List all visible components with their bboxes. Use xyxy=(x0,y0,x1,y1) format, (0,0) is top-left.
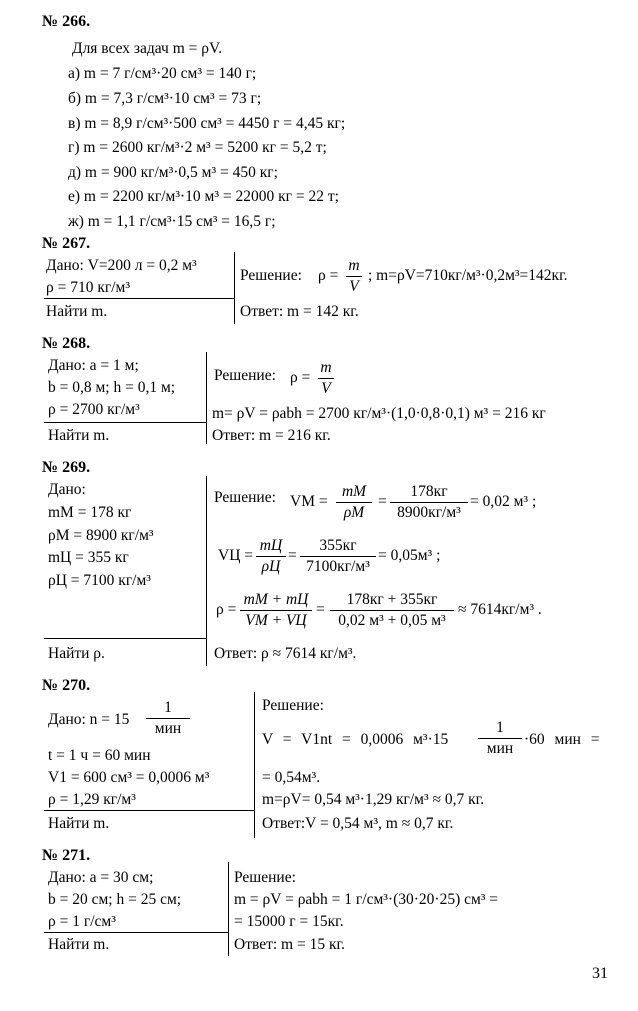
solution-label: Решение: xyxy=(234,869,296,886)
fraction-denominator: 0,02 м³ + 0,05 м³ xyxy=(338,611,446,629)
problem-270-given-3: V1 = 600 см³ = 0,0006 м³ xyxy=(48,769,210,786)
problem-269-title: № 269. xyxy=(42,459,91,476)
fraction-bar xyxy=(330,610,454,611)
fraction xyxy=(478,720,522,756)
solution-line-2: = 0,54м³. xyxy=(262,769,321,786)
vm-lhs: VM = xyxy=(290,493,328,510)
equals-sign: = xyxy=(378,493,387,510)
line-g: ж) m = 1,1 г/см³·15 см³ = 16,5 г; xyxy=(68,213,276,230)
answer: Ответ: m = 142 кг. xyxy=(240,303,359,320)
rho-eq: ρ = xyxy=(290,369,311,386)
problem-268-given-2: b = 0,8 м; h = 0,1 м; xyxy=(48,379,176,396)
problem-268-given-3: ρ = 2700 кг/м³ xyxy=(48,401,140,418)
problem-269-given-3: mЦ = 355 кг xyxy=(48,549,129,566)
fraction-numerator: mЦ xyxy=(259,537,283,554)
fraction xyxy=(300,538,376,574)
rho-result: ≈ 7614кг/м³ . xyxy=(458,601,542,618)
answer: Ответ: m = 216 кг. xyxy=(212,427,331,444)
fraction-denominator: VM + VЦ xyxy=(245,611,307,629)
problem-271-find: Найти m. xyxy=(48,936,110,953)
fraction xyxy=(330,592,454,628)
fraction-numerator: 178кг + 355кг xyxy=(346,591,438,608)
problem-271-given-2: b = 20 см; h = 25 см; xyxy=(48,891,182,908)
equals-sign: = xyxy=(316,601,325,618)
problem-266-intro: Для всех задач m = ρV. xyxy=(72,40,223,57)
problem-266-title: № 266. xyxy=(42,13,91,30)
fraction xyxy=(390,484,468,520)
fraction-denominator: мин xyxy=(154,719,182,737)
rho-lhs: ρ = xyxy=(216,601,237,618)
fraction-bar xyxy=(318,378,334,379)
fraction-bar xyxy=(336,502,372,503)
solution-label: Решение: xyxy=(240,267,302,284)
line-e: д) m = 900 кг/м³·0,5 м³ = 450 кг; xyxy=(68,164,278,181)
fraction-denominator: 7100кг/м³ xyxy=(306,557,370,575)
problem-269-given-label: Дано: xyxy=(48,481,86,498)
fraction-denominator: 8900кг/м³ xyxy=(397,503,461,521)
fraction-bar xyxy=(300,556,376,557)
equals-sign: = xyxy=(288,547,297,564)
fraction-numerator: mM + mЦ xyxy=(243,591,309,608)
fraction-bar xyxy=(256,556,286,557)
divider xyxy=(206,476,207,666)
fraction-bar xyxy=(390,502,468,503)
problem-270-given-1: Дано: n = 15 xyxy=(48,711,130,728)
fraction-numerator: m xyxy=(348,257,360,274)
fraction-denominator: V xyxy=(349,277,359,295)
divider xyxy=(254,692,255,838)
problem-270-given-4: ρ = 1,29 кг/м³ xyxy=(48,791,136,808)
fraction xyxy=(346,258,362,294)
problem-271-title: № 271. xyxy=(42,847,91,864)
divider xyxy=(44,298,234,299)
problem-271-given-1: Дано: a = 30 см; xyxy=(48,869,154,886)
line-b: б) m = 7,3 г/см³·10 см³ = 73 г; xyxy=(68,90,262,107)
divider xyxy=(206,352,207,444)
fraction-bar xyxy=(240,610,312,611)
solution-label: Решение: xyxy=(262,697,324,714)
line-a: а) m = 7 г/см³·20 см³ = 140 г; xyxy=(68,65,257,82)
problem-270-title: № 270. xyxy=(42,677,91,694)
divider xyxy=(44,638,206,639)
fraction-numerator: m xyxy=(320,359,332,376)
fraction xyxy=(240,592,312,628)
answer: Ответ:V = 0,54 м³, m ≈ 0,7 кг. xyxy=(262,815,454,832)
fraction-denominator: V xyxy=(321,379,331,397)
fraction xyxy=(318,360,334,396)
page-number: 31 xyxy=(592,965,608,982)
solution-label: Решение: xyxy=(214,367,276,384)
problem-271-given-3: ρ = 1 г/см³ xyxy=(48,913,116,930)
solution-line-3: m=ρV= 0,54 м³·1,29 кг/м³ ≈ 0,7 кг. xyxy=(262,791,485,808)
solution-text: ; m=ρV=710кг/м³·0,2м³=142кг. xyxy=(368,267,568,284)
fraction-denominator: мин xyxy=(486,739,514,757)
problem-267-given-1: Дано: V=200 л = 0,2 м³ xyxy=(46,257,197,274)
fraction-numerator: 1 xyxy=(164,699,172,716)
problem-267-title: № 267. xyxy=(42,235,91,252)
solution-line-2: = 15000 г = 15кг. xyxy=(234,913,344,930)
problem-269-given-4: ρЦ = 7100 кг/м³ xyxy=(48,572,151,589)
line-d: г) m = 2600 кг/м³·2 м³ = 5200 кг = 5,2 т; xyxy=(68,139,327,156)
problem-267-find: Найти m. xyxy=(46,303,108,320)
fraction-bar xyxy=(346,276,362,277)
solution-label: Решение: xyxy=(214,489,276,506)
divider xyxy=(44,932,228,933)
rho-eq: ρ = xyxy=(318,267,339,284)
divider xyxy=(228,862,229,956)
fraction-denominator: ρЦ xyxy=(261,557,281,575)
divider xyxy=(44,422,206,423)
fraction-numerator: 178кг xyxy=(410,483,448,500)
solution-line-1-tail: ·60 мин = xyxy=(524,731,600,748)
fraction-numerator: 1 xyxy=(496,719,504,736)
fraction xyxy=(256,538,286,574)
answer: Ответ: ρ ≈ 7614 кг/м³. xyxy=(214,645,357,662)
vm-result: = 0,02 м³ ; xyxy=(470,493,537,510)
solution-line-1: m = ρV = ρabh = 1 г/см³·(30·20·25) см³ = xyxy=(234,891,499,908)
fraction-denominator: ρM xyxy=(343,503,365,521)
divider xyxy=(44,810,254,811)
fraction-numerator: 355кг xyxy=(319,537,357,554)
vc-result: = 0,05м³ ; xyxy=(378,547,441,564)
problem-268-given-1: Дано: a = 1 м; xyxy=(48,357,139,374)
line-f: е) m = 2200 кг/м³·10 м³ = 22000 кг = 22 т; xyxy=(68,188,339,205)
answer: Ответ: m = 15 кг. xyxy=(234,936,345,953)
problem-269-find: Найти ρ. xyxy=(48,645,105,662)
fraction-numerator: mM xyxy=(341,483,367,500)
problem-268-title: № 268. xyxy=(42,335,91,352)
problem-269-given-2: ρM = 8900 кг/м³ xyxy=(48,527,154,544)
problem-270-given-2: t = 1 ч = 60 мин xyxy=(48,747,151,764)
problem-270-find: Найти m. xyxy=(48,815,110,832)
problem-269-given-1: mM = 178 кг xyxy=(48,504,132,521)
problem-268-find: Найти m. xyxy=(48,427,110,444)
fraction xyxy=(146,700,190,736)
solution-line: m= ρV = ρabh = 2700 кг/м³·(1,0·0,8·0,1) м³ = 216 кг xyxy=(212,405,546,422)
fraction-bar xyxy=(146,718,190,719)
problem-267-given-2: ρ = 710 кг/м³ xyxy=(46,279,131,296)
line-c: в) m = 8,9 г/см³·500 см³ = 4450 г = 4,45 кг; xyxy=(68,115,346,132)
fraction-bar xyxy=(478,738,522,739)
divider xyxy=(234,252,235,324)
vc-lhs: VЦ = xyxy=(218,547,254,564)
solution-line-1: V = V1nt = 0,0006 м³·15 xyxy=(262,731,449,748)
fraction xyxy=(336,484,372,520)
